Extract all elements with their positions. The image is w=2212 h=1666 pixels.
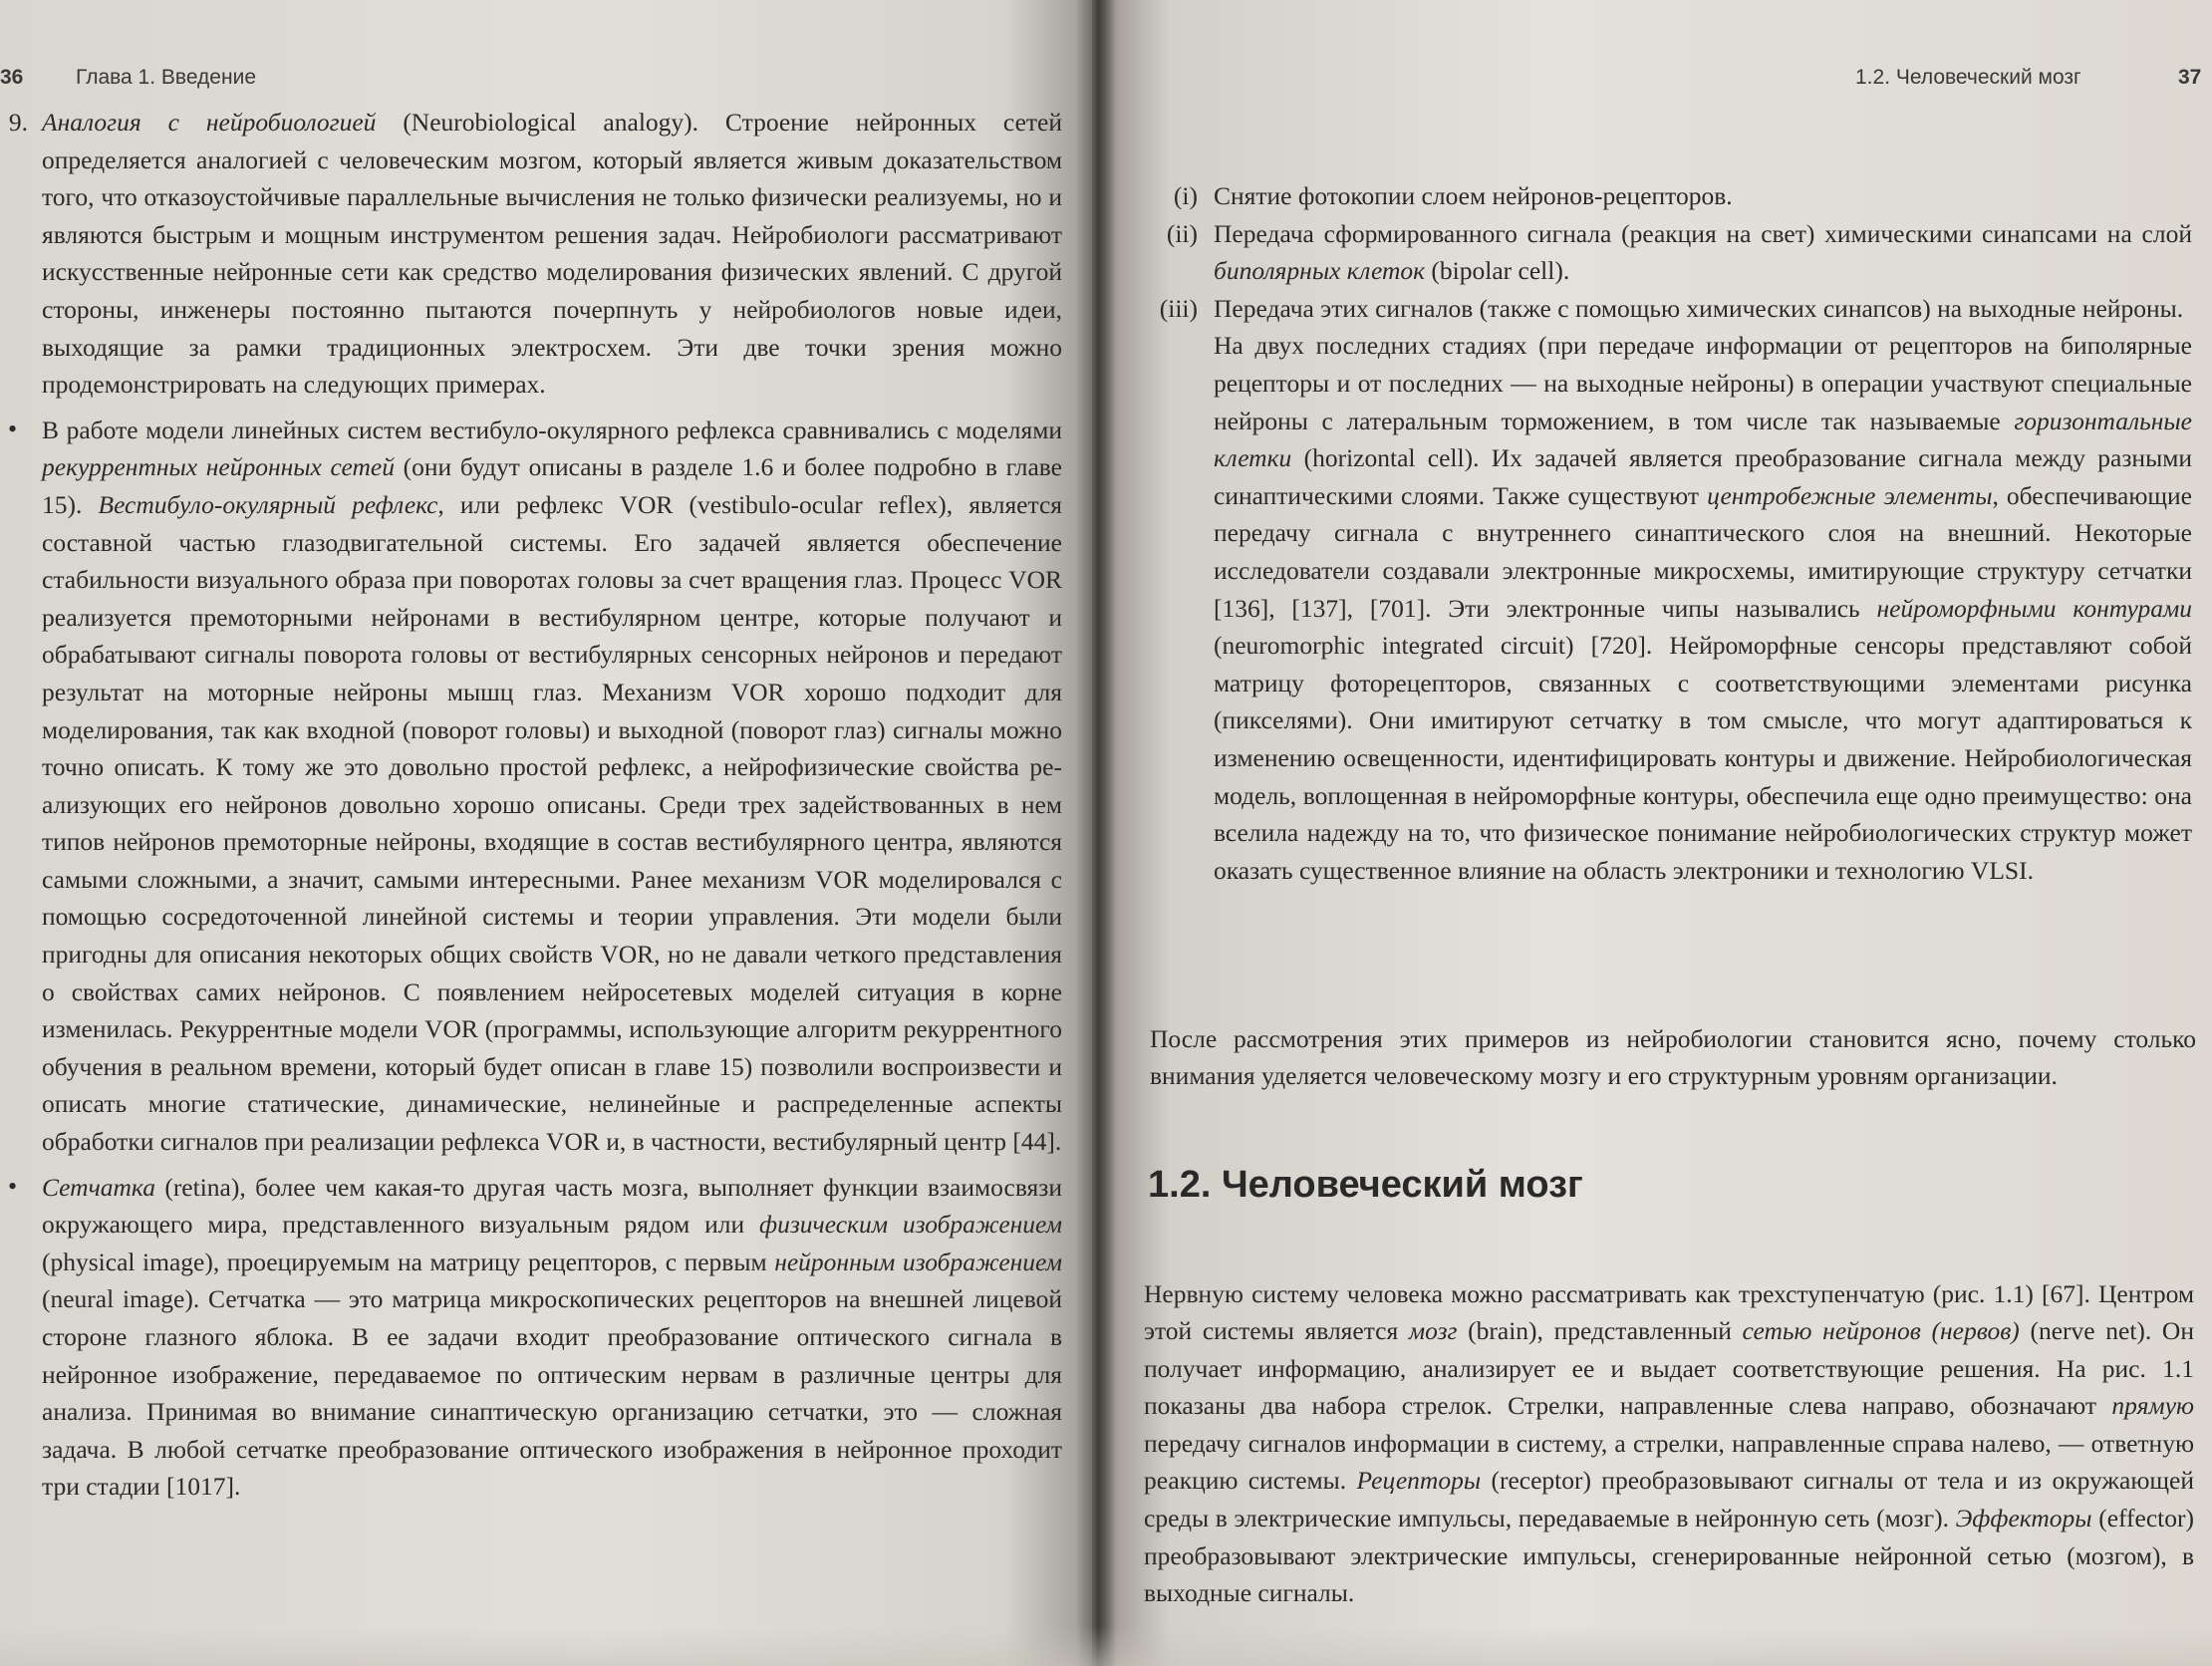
stage-marker: (i): [1173, 181, 1198, 210]
term: Рецепторы: [1356, 1466, 1482, 1496]
term: центробежные элементы: [1707, 480, 1993, 510]
right-page: [1092, 0, 2212, 1666]
left-page-number: 36: [0, 66, 24, 89]
stage-marker: (iii): [1159, 293, 1198, 323]
term: рекуррентных нейронных сетей: [42, 452, 395, 482]
term: нейроморфными контурами: [1876, 593, 2193, 623]
term: мозг: [1408, 1316, 1458, 1346]
term: Аналогия с нейробиологией: [42, 108, 377, 137]
right-page-number: 37: [2178, 66, 2202, 89]
term: Эффекторы: [1955, 1504, 2092, 1533]
list-marker: 9.: [8, 108, 28, 137]
bullet-item-vor: • В работе модели линейных систем вестибуло-окулярного рефлекса сравнивались с моделями рекуррентных нейронных сетей (они будут описаны в разделе 1.6 и более подробно в главе 15). Вестибуло-окулярный рефлекс, или рефлекс VOR (vestibulo-ocular reflex), является составной частью глазодвигательной системы. Его задачей является обеспечение стабильности визуального образа при поворотах головы за счет вращения глаз. Процесс VOR реализуется премоторными нейронами в вестибулярном центре, которые получают и обрабатывают сигналы поворота головы от вестибулярных сенсорных нейронов и передают результат на моторные нейроны мышц глаз. Механизм VOR хорошо подходит для моделирования, так как входной (поворот головы) и выходной (поворот глаз) сигналы можно точно описать. К тому же это довольно простой рефлекс, а нейрофизические свойства реализующих его нейронов довольно хорошо описаны. Среди трех задействованных в нем типов нейронов премоторные нейроны, входящие в состав вестибулярного центра, являются самыми сложными, а значит, самыми интересными. Ранее механизм VOR моделировался с помощью сосредоточенной линейной системы и теории управления. Эти модели были пригодны для описания некоторых общих свойств VOR, но не давали четкого представления о свойствах самих нейронов. С появлением нейросетевых моделей ситуация в корне изменилась. Рекуррентные модели VOR (программы, использующие алгоритм рекуррентного обучения в реальном времени, который будет описан в главе 15) позволили воспроизвести и описать многие статические, динамические, нелинейные и распределенные аспекты обработки сигналов при реализации рефлекса VOR и, в частности, вестибулярный центр [44].: [30, 412, 1062, 1161]
term: горизонтальные клетки: [1214, 406, 2192, 473]
term: Вестибуло-окулярный рефлекс: [98, 489, 438, 519]
term: сетью нейронов (нервов): [1742, 1316, 2020, 1346]
retina-paragraph: На двух последних стадиях (при передаче информации от рецепторов на биполярные рецепторы и от последних — на выходные нейроны) в операции участвуют специальные нейроны с латеральным торможением, в том числе так называемые горизонтальные клетки (horizontal cell). Их задачей является преобразование сигнала между разными синаптическими слоями. Также существуют центробежные элементы, обеспечивающие передачу сигнала с внутреннего синаптического слоя на внешний. Некоторые исследователи создавали электронные микросхемы, имитирующие структуру сетчатки [136], [137], [701]. Эти электронные чипы назывались нейроморфными контурами (neuromorphic integrated circuit) [720]. Нейроморфные сенсоры представляют собой матрицу фоторецепторов, связанных с соответствующими элементами рисунка (пикселями). Они имитируют сетчатку в том смысле, что могут адаптироваться к изменению освещенности, идентифицировать контуры и движение. Нейробиологическая модель, воплощенная в нейроморфные контуры, обеспечила еще одно преимущество: она вселила надежду на то, что физическое понимание нейробиологических структур может оказать существенное влияние на область электроники и технологию VLSI.: [1214, 331, 2193, 885]
term: биполярных клеток: [1214, 256, 1426, 286]
section-paragraph: Нервную систему человека можно рассматривать как трехступенчатую (рис. 1.1) [67]. Центром этой системы является мозг (brain), представленный сетью нейронов (нервов) (nerve net). Он получает информацию, анализирует ее и выдает соответствующие решения. На рис. 1.1 показаны два набора стрелок. Стрелки, направленные слева направо, обозначают прямую передачу сигналов информации в систему, а стрелки, направленные справа налево, — ответную реакцию системы. Рецепторы (receptor) преобразовывают сигналы от тела и из окружающей среды в электрические импульсы, передаваемые в нейронную сеть (мозг). Эффекторы (effector) преобразовывают электрические импульсы, сгенерированные нейронной сетью (мозгом), в выходные сигналы.: [1144, 1278, 2194, 1608]
stage-marker: (ii): [1166, 218, 1198, 248]
bullet-item-retina: • Сетчатка (retina), более чем какая-то другая часть мозга, выполняет функции взаимосвязи окружающего мира, представленного визуальным рядом или физическим изображением (physical image), проецируемым на матрицу рецепторов, с первым нейронным изображением (neural image). Сетчатка — это матрица микроскопических рецепторов на внешней лицевой стороне глазного яблока. В ее задачи входит преобразование оптического сигнала в нейронное изображение, передаваемое по оптическим нервам в различные центры для анализа. Принимая во внимание синаптическую организацию сетчатки, это — сложная задача. В любой сетчатке преобразование оптического изображения в нейронное проходит три стадии [1017].: [30, 1169, 1062, 1506]
term: физическим изображением: [759, 1210, 1062, 1240]
section-heading: 1.2. Человеческий мозг: [1148, 1164, 1583, 1206]
paragraph-text: (Neurobiological analogy). Строение нейронных сетей определяется аналогией с человеческим мозгом, который является живым доказательством того, что отказоустойчивые параллельные вычисления не только физически реализуемы, но и являются быстрым и мощным инструментом решения задач. Нейробиологи рассматривают искусственные нейронные сети как средство моделирования физических явлений. С другой стороны, инженеры постоянно пытаются почерпнуть у нейробиологов новые идеи, выходящие за рамки традиционных электросхем. Эти две точки зрения можно продемонстрировать на следующих примерах.: [42, 108, 1062, 400]
right-body: [1156, 177, 2192, 889]
book-gutter-shadow: [1076, 0, 1116, 1666]
left-body: [8, 104, 1062, 1506]
stage-item: (iii) Передача этих сигналов (также с помощью химических синапсов) на выходные нейроны.: [1156, 290, 2192, 328]
term: нейронным изображением: [774, 1247, 1062, 1276]
conclusion-paragraph: После рассмотрения этих примеров из нейробиологии становится ясно, почему столько внимания уделяется человеческому мозгу и его структурным уровням организации.: [1150, 1023, 2196, 1091]
stage-item: (ii) Передача сформированного сигнала (реакция на свет) химическими синапсами на слой биполярных клеток (bipolar cell).: [1156, 215, 2192, 290]
term: прямую: [2111, 1391, 2194, 1421]
left-running-head: Глава 1. Введение: [76, 66, 256, 89]
left-page: [0, 0, 1092, 1666]
stage-item: (i) Снятие фотокопии слоем нейронов-рецепторов.: [1156, 177, 2192, 215]
term: Сетчатка: [42, 1172, 155, 1202]
right-running-head: 1.2. Человеческий мозг: [1855, 66, 2081, 89]
list-item-9: [8, 104, 1062, 404]
